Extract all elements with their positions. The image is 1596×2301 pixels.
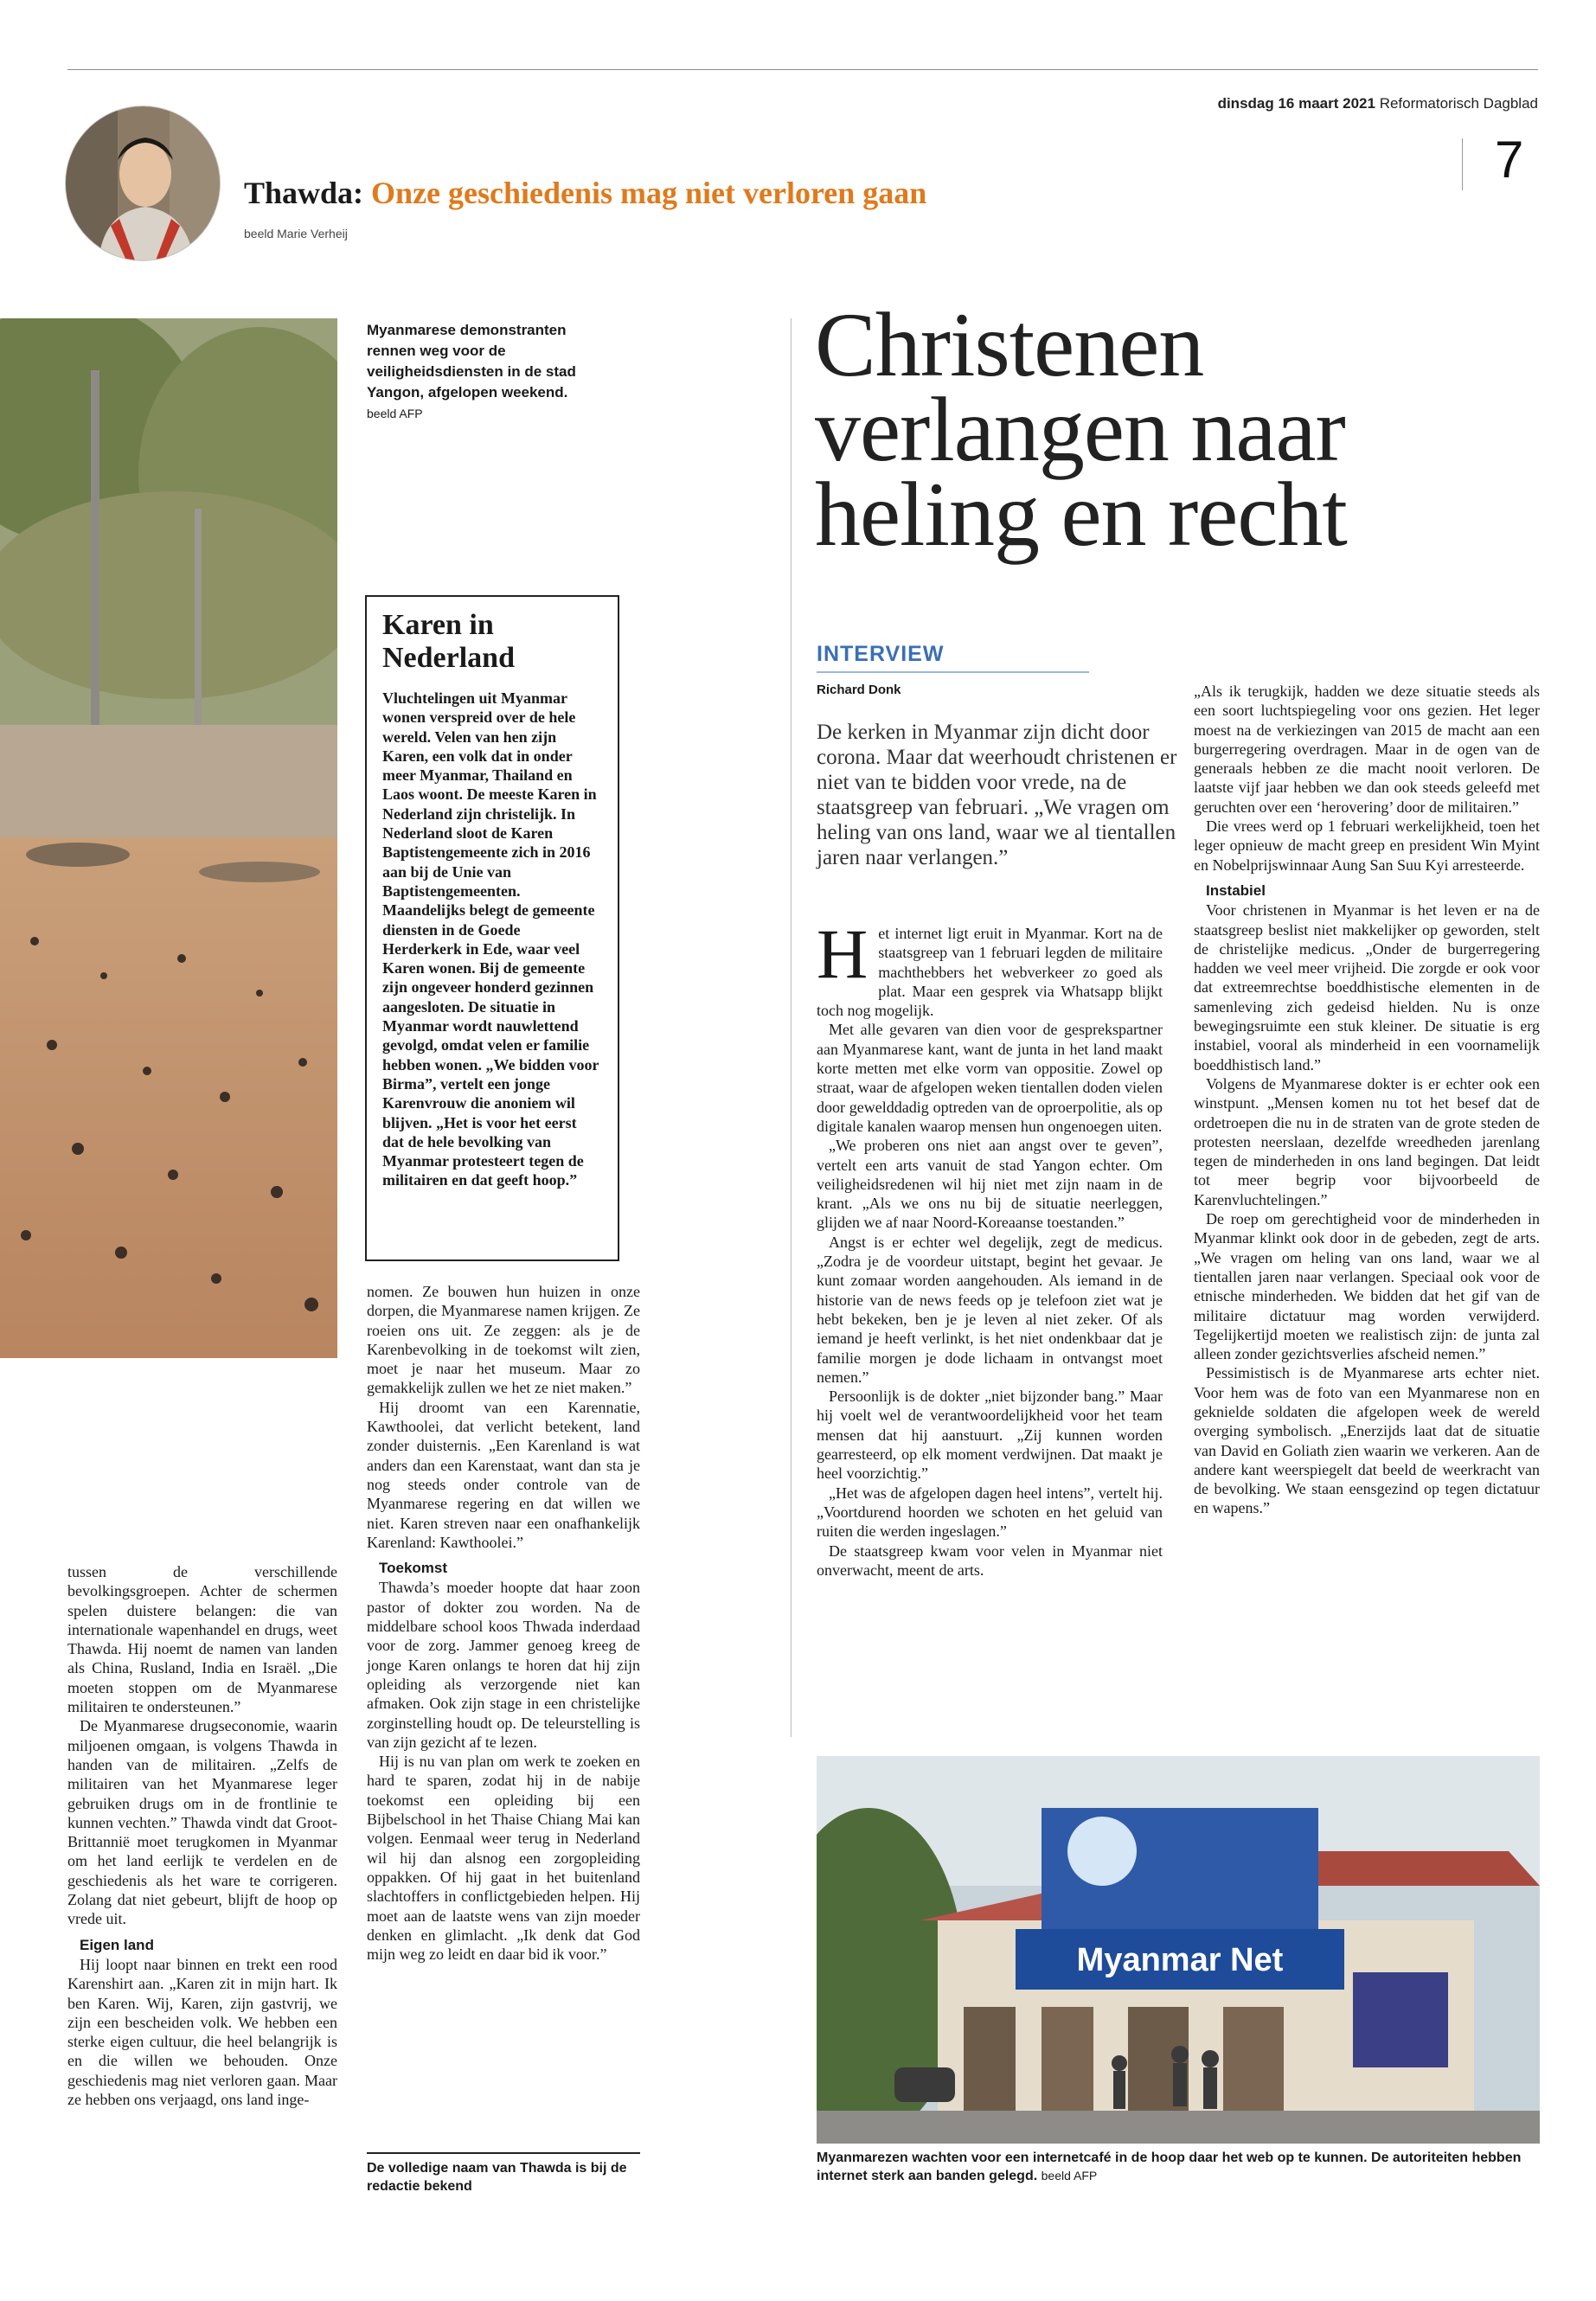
column-divider (791, 318, 792, 1737)
teaser-name: Thawda: (244, 176, 364, 210)
paragraph: Hij is nu van plan om werk te zoeken en hard te sparen, zodat hij in de nabije toekomst een opleiding bij een Bijbelschool in het Thaise Chiang Mai kan volgen. Eenmaal weer terug in Nederland wil hij dan alsnog een zorgopleiding oppakken. Of hij gaat in het buitenland slachtoffers in conflictgebieden helpen. Hij moet aan de laatste wens van zijn moeder denken en glimlacht. „Ik denk dat God mijn weg zo leidt en daar bid ik voor.” (367, 1753, 640, 1964)
body-column-left (67, 1562, 337, 2109)
body-column-right-1 (817, 914, 1163, 1580)
protest-photo (0, 318, 337, 1358)
paragraph: „We proberen ons niet aan angst over te geven”, vertelt een arts vanuit de stad Yangon echter. Om veiligheidsredenen wil hij niet met zijn naam in de krant. „Als we ons nu bij de situatie neerleggen, glijden we af naar Noord-Koreaanse toestanden.” (817, 1137, 1163, 1232)
article-headline: Christenen verlangen naar heling en recht (815, 294, 1347, 565)
top-rule (67, 69, 1538, 70)
street-scene-image (0, 318, 337, 1358)
paragraph: De Myanmarese drugseconomie, waarin miljoenen omgaan, is volgens Thawda in handen van de militairen. „Zelfs de militairen van het Myanmarese leger gebruiken drugs om in de frontlinie te kunnen vechten.” Thawda vindt dat Groot-Brittannië moet terugkomen in Myanmar om het land eerlijk te verdelen en de geschiedenis als het ware te corrigeren. Zolang dat niet gebeurt, blijft de hoop op vrede uit. (67, 1717, 337, 1928)
internetcafe-photo (817, 1756, 1540, 2144)
teaser-headline: Onze geschiedenis mag niet verloren gaan (371, 176, 927, 210)
body-column-right-2 (1194, 682, 1540, 1518)
paragraph: „Als ik terugkijk, hadden we deze situatie steeds als een soort luchtspiegeling voor ons gezien. Het leger moest na de verkiezingen van 2015 de macht aan een burgerregering overdragen. Maar in de ogen van de generaals hebben ze die macht nooit verloren. De laatste vijf jaar hebben we dan ook steeds geleefd met geruchten over een ‘herovering’ door de militairen.” (1194, 683, 1540, 816)
paragraph: Angst is er echter wel degelijk, zegt de medicus. „Zodra je de voordeur uitstapt, begint het gevaar. Je kunt zomaar worden aangehouden. Als iemand in de historie van de news feeds op je telefoon ziet wat je hebt bekeken, ben je je leven al niet zeker. Of als iemand je heeft verlinkt, is het niet ondenkbaar dat je familie morgen je dode lichaam in ontvangst moet nemen.” (817, 1233, 1163, 1386)
teaser-title[interactable] (244, 175, 926, 211)
caption-credit: beeld AFP (367, 407, 423, 420)
paragraph (817, 914, 1163, 1020)
paragraph: Voor christenen in Myanmar is het leven er na de staatsgreep beslist niet makkelijker op geworden, stelt de christelijke medicus. „Onder de burgerregering hadden we veel meer vrijheid. Die zorgde er ook voor dat extreemrechtse boeddhistische elementen in de samenleving zich gedeisd hielden. Nu is onze bewegingsruimte een stuk kleiner. De situatie is erg instabiel, vooral als minderheid in een voornamelijk boeddhistisch land.” (1194, 901, 1540, 1074)
karen-box-title: Karen in Nederland (382, 609, 515, 674)
subheading: Toekomst (379, 1560, 448, 1577)
teaser-credit: beeld Marie Verheij (244, 227, 348, 240)
article-byline: Richard Donk (817, 683, 901, 697)
caption-text: Myanmarese demonstranten rennen weg voor de veiligheidsdiensten in de stad Yangon, afgelopen weekend. (367, 322, 576, 401)
paragraph: Die vrees werd op 1 februari werkelijkheid, toen het leger opnieuw de macht greep en president Win Myint en Nobelprijswinnaar Aung San Suu Kyi arresteerde. (1194, 817, 1540, 874)
editorial-note: De volledige naam van Thawda is bij de redactie bekend (367, 2161, 627, 2194)
dropcap: H (817, 914, 869, 993)
paragraph: „Het was de afgelopen dagen heel intens”, vertelt hij. „Voortdurend hoorden we schoten en het geluid van ruiten die werden ingeslagen.” (817, 1484, 1163, 1541)
paragraph: De staatsgreep kwam voor velen in Myanmar niet onverwacht, meent de arts. (817, 1541, 1163, 1579)
note-rule (367, 2152, 640, 2154)
paragraph: Persoonlijk is de dokter „niet bijzonder bang.” Maar hij voelt wel de verantwoordelijkheid voor het team mensen dat hij aanstuurt. „Zij kunnen worden gearresteerd, op elk moment verdwijnen. Dat maakt je heel voorzichtig.” (817, 1388, 1163, 1483)
paragraph: Volgens de Myanmarese dokter is er echter ook een winstpunt. „Mensen komen nu tot het besef dat de ordetroepen die nu in de straten van de grote steden de protesten neerslaan, dezelfde wreedheden jarenlang tegen de minderheden in ons land begingen. Dat leidt tot meer begrip voor bijvoorbeeld de Karenvluchtelingen.” (1194, 1074, 1540, 1208)
shop-sign-text: Myanmar Net (1076, 1942, 1284, 1978)
paragraph: Hij loopt naar binnen en trekt een rood Karenshirt aan. „Karen zit in mijn hart. Ik ben Karen. Wij, Karen, zijn gastvrij, we zijn een bescheiden volk. We hebben een sterke eigen cultuur, die heel belangrijk is en die willen we behouden. Onze geschiedenis mag niet verloren gaan. Maar ze hebben ons verjaagd, ons land inge- (67, 1955, 337, 2109)
body-column-middle (367, 1282, 640, 1964)
article-kicker: INTERVIEW (817, 642, 945, 666)
photo-caption-right (817, 2149, 1540, 2185)
karen-box-body: Vluchtelingen uit Myanmar wonen verspreid over de hele wereld. Velen van hen zijn Karen, een volk dat in onder meer Myanmar, Thailand en Laos woont. De meeste Karen in Nederland zijn christelijk. In Nederland sloot de Karen Baptistengemeente zich in 2016 aan bij de Unie van Baptistengemeenten. Maandelijks belegt de gemeente diensten in de Goede Herderkerk in Ede, waar veel Karen wonen. Bij de gemeente zijn ongeveer honderd gezinnen aangesloten. De situatie in Myanmar wordt nauwlettend gevolgd, omdat velen er familie hebben wonen. „We bidden voor Birma”, vertelt een jonge Karenvrouw die anoniem wil blijven. „Het is voor het eerst dat de hele bevolking van Myanmar protesteert tegen de militairen en dat geeft hoop.” (382, 689, 599, 1189)
caption-text: Myanmarezen wachten voor een internetcafé in de hoop daar het web op te kunnen. De autoriteiten hebben internet sterk aan banden gelegd. (817, 2150, 1522, 2183)
date-line (1218, 95, 1538, 112)
paragraph-text: et internet ligt eruit in Myanmar. Kort na de staatsgreep van 1 februari legden de militaire machthebbers het webverkeer zo goed als plat. Maar een gesprek via Whatsapp blijkt toch nog mogelijk. (817, 925, 1163, 1020)
page-separator (1462, 138, 1463, 190)
paragraph: Met alle gevaren van dien voor de gesprekspartner aan Myanmarese kant, want de junta in het land maakt korte metten met elke vorm van oppositie. Zowel op straat, waar de afgelopen weken tientallen doden vielen door gewelddadig optreden van de oproerpolitie, als op digitale kanalen waarop mensen hun ongenoegen uiten. (817, 1021, 1163, 1135)
page-number: 7 (1495, 131, 1524, 189)
paragraph: nomen. Ze bouwen hun huizen in onze dorpen, die Myanmarese namen krijgen. Ze roeien ons uit. Ze zeggen: als je de Karenbevolking in de toekomst wilt zien, moet je naar het museum. Maar zo gemakkelijk zullen we het ze niet maken.” (367, 1283, 640, 1397)
paragraph: Thawda’s moeder hoopte dat haar zoon pastor of dokter zou worden. Na de middelbare school koos Thwada inderdaad voor de zorg. Jammer genoeg kreeg de jonge Karen onlangs te horen dat hij zijn opleiding als verzorgende niet kan afmaken. Ook zijn stage in een christelijke zorginstelling houdt op. De teleurstelling is van zijn gezicht af te lezen. (367, 1579, 640, 1751)
subheading: Eigen land (80, 1936, 154, 1953)
issue-date: dinsdag 16 maart 2021 (1217, 95, 1375, 112)
paragraph: Pessimistisch is de Myanmarese arts echter niet. Voor hem was de foto van een Myanmarese non en geknielde soldaten die afgelopen week de wereld overging symbolisch. „Enerzijds laat dat de situatie van David en Goliath zien waarin we verkeren. Aan de andere kant weerspiegelt dat beeld de weerkracht van de bevolking. We staan eensgezind op tegen dictatuur en wapens.” (1194, 1364, 1540, 1517)
portrait-photo (66, 106, 220, 260)
article-intro: De kerken in Myanmar zijn dicht door corona. Maar dat weerhoudt christenen er niet van te bidden voor vrede, na de staatsgreep van februari. „We vragen om heling van ons land, waar we al tientallen jaren naar verlangen.” (817, 721, 1177, 869)
photo-caption-left (367, 320, 592, 424)
karen-info-box (365, 595, 619, 1261)
avatar (65, 106, 221, 261)
subheading: Instabiel (1206, 881, 1266, 899)
caption-credit: beeld AFP (1041, 2169, 1098, 2182)
paragraph: tussen de verschillende bevolkingsgroepen. Achter de schermen spelen duistere belangen: die van internationale wapenhandel en drugs, weet Thawda. Hij noemt de namen van landen als China, Rusland, India en Israël. „Die moeten stoppen om de Myanmarese militairen te ondersteunen.” (67, 1563, 337, 1716)
paper-name: Reformatorisch Dagblad (1379, 95, 1538, 112)
paragraph: Hij droomt van een Karennatie, Kawthoolei, dat verlicht betekent, land zonder duisternis. „Een Karenland is wat anders dan een Karenstaat, want dan sta je nog steeds onder controle van de Myanmarese regering en dat willen we niet. Karen streven naar een onafhankelijk Karenland: Kawthoolei.” (367, 1398, 640, 1551)
internetcafe-image (817, 1756, 1540, 2144)
kicker-rule (817, 671, 1089, 673)
paragraph: De roep om gerechtigheid voor de minderheden in Myanmar klinkt ook door in de gebeden, zegt de arts. „We vragen om heling van ons land, waar we al tientallen jaren naar verlangen. Speciaal ook voor de etnische minderheden. We bidden dat het gif van de militaire dictatuur mag worden verwijderd. Tegelijkertijd moeten we realistisch zijn: de junta zal alleen zonder gezichtsverlies afscheid nemen.” (1194, 1210, 1540, 1363)
